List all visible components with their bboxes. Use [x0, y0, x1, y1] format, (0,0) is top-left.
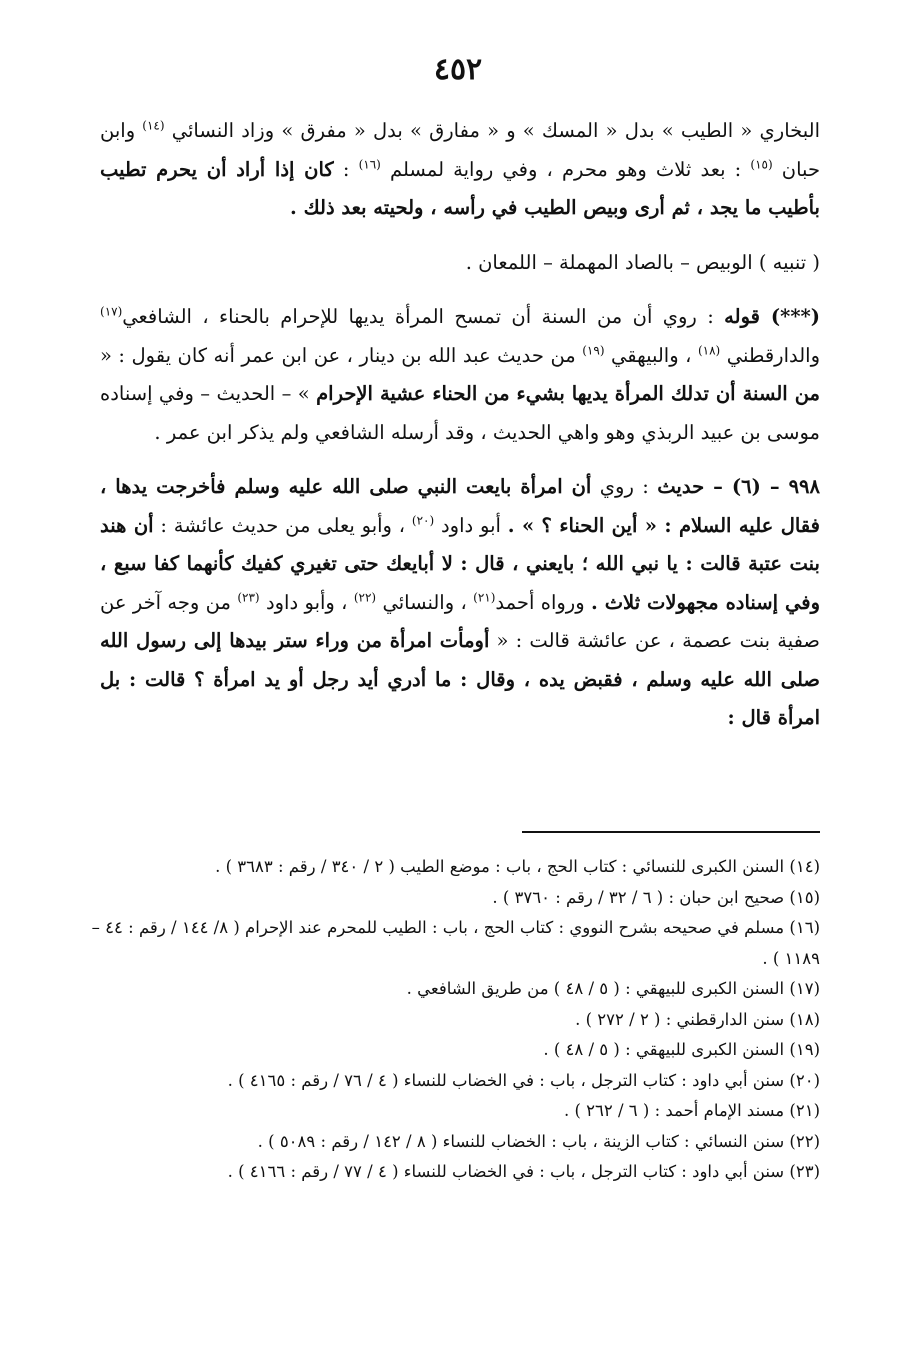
footnotes [90, 852, 820, 1188]
footnote-ref: (٢٢) [353, 590, 377, 604]
text-run: والدارقطني [720, 343, 820, 367]
text-run: ورواه أحمد [495, 590, 591, 614]
paragraph-hadith-998 [100, 468, 820, 738]
text-run: : روي [591, 475, 658, 498]
footnote-item: (١٤) السنن الكبرى للنسائي : كتاب الحج ، باب : موضع الطيب ( ٢ / ٣٤٠ / رقم : ٣٦٨٣ ) . [215, 857, 820, 876]
paragraph-tanbih [100, 244, 820, 283]
page-number: ٤٥٢ [433, 52, 483, 87]
footnote-ref: (١٤) [142, 118, 165, 133]
paragraph-qawluh [100, 298, 820, 452]
footnote-separator [522, 831, 820, 833]
bold-text: أن امرأة بايعت النبي صلى الله عليه وسلم فأخرجت يدها ، فقال عليه السلام : « أين الحناء ؟ » . [100, 475, 820, 537]
footnote-item: (٢٢) سنن النسائي : كتاب الزينة ، باب : الخضاب للنساء ( ٨ / ١٤٢ / رقم : ٥٠٨٩ ) . [257, 1131, 820, 1151]
bold-text: كان إذا أراد أن يحرم تطيب بأطيب ما يجد ، ثم أرى وبيص الطيب في رأسه ، ولحيته بعد ذلك . [100, 157, 820, 219]
footnote-item: (١٩) السنن الكبرى للبيهقي : ( ٥ / ٤٨ ) . [543, 1040, 820, 1059]
main-text [100, 112, 820, 738]
text-run: البخاري « الطيب » بدل « المسك » و « مفارق » بدل « مفرق » وزاد النسائي [164, 119, 820, 142]
footnote-item: (١٦) مسلم في صحيحه بشرح النووي : كتاب الحج ، باب : الطيب للمحرم عند الإحرام ( ٨/ ١٤٤ / رقم : ٤٤ – ١١٨٩ ) . [91, 918, 820, 968]
footnote-ref: (١٧) [100, 304, 123, 319]
bold-text: من السنة أن تدلك المرأة يديها بشيء من الحناء عشية الإحرام [316, 382, 820, 405]
footnote-ref: (٢٠) [411, 513, 435, 527]
text-run: : روي أن من السنة أن تمسح المرأة يديها للإحرام بالحناء ، الشافعي [122, 305, 725, 328]
footnote-ref: (٢٣) [237, 590, 260, 604]
footnote-ref: (١٨) [697, 343, 721, 357]
text-run: ، وأبو يعلى من حديث عائشة : [153, 513, 412, 537]
text-run: ، والبيهقي [604, 343, 698, 367]
text-run: ( تنبيه ) الوبيص – بالصاد المهملة – اللمعان . [465, 250, 820, 274]
footnote-ref: (١٦) [358, 157, 381, 171]
bold-text: ٩٩٨ – (٦) – حديث [657, 475, 820, 498]
bold-text: أن هند بنت عتبة قالت : يا نبي الله ؛ بايعني ، قال : لا أبايعك حتى تغيري كفيك كأنهما كفا سبع ، وفي إسناده مجهولات ثلاث . [100, 513, 820, 614]
footnote-item: (٢٠) سنن أبي داود : كتاب الترجل ، باب : في الخضاب للنساء ( ٤ / ٧٦ / رقم : ٤١٦٥ ) . [227, 1070, 820, 1090]
text-run: » – الحديث – وفي إسناده موسى بن عبيد الربذي وهو واهي الحديث ، وقد أرسله الشافعي ولم يذكر ابن عمر . [100, 382, 820, 444]
text-run: ، وأبو داود [259, 590, 354, 614]
footnote-item: (٢٣) سنن أبي داود : كتاب الترجل ، باب : في الخضاب للنساء ( ٤ / ٧٧ / رقم : ٤١٦٦ ) . [227, 1162, 820, 1181]
footnote-ref: (١٥) [750, 157, 773, 171]
text-run: ، والنسائي [376, 590, 474, 614]
text-run: من وجه آخر عن صفية بنت عصمة ، عن عائشة قالت : « [100, 590, 820, 652]
bold-text: أومأت امرأة من وراء ستر بيدها إلى رسول الله صلى الله عليه وسلم ، فقبض يده ، وقال : ما أدري أيد رجل أو يد امرأة ؟ قالت : بل امرأة قال : [100, 629, 820, 729]
text-run: من حديث عبد الله بن دينار ، عن ابن عمر أنه كان يقول : « [100, 343, 583, 367]
footnote-ref: (١٩) [582, 343, 605, 357]
footnote-item: (١٨) سنن الدارقطني : ( ٢ / ٢٧٢ ) . [575, 1009, 820, 1029]
bold-text: (***) قوله [724, 305, 820, 328]
text-run: أبو داود [434, 513, 508, 537]
text-run: : بعد ثلاث وهو محرم ، وفي رواية لمسلم [380, 157, 751, 181]
text-run: : [333, 157, 359, 181]
text-run: وابن حبان [100, 119, 820, 181]
footnote-item: (١٥) صحيح ابن حبان : ( ٦ / ٣٢ / رقم : ٣٧٦٠ ) . [492, 887, 820, 907]
footnote-ref: (٢١) [473, 590, 496, 604]
paragraph-bukhari [100, 112, 820, 228]
footnote-item: (٢١) مسند الإمام أحمد : ( ٦ / ٢٦٢ ) . [563, 1101, 820, 1120]
footnote-item: (١٧) السنن الكبرى للبيهقي : ( ٥ / ٤٨ ) من طريق الشافعي . [406, 979, 820, 998]
